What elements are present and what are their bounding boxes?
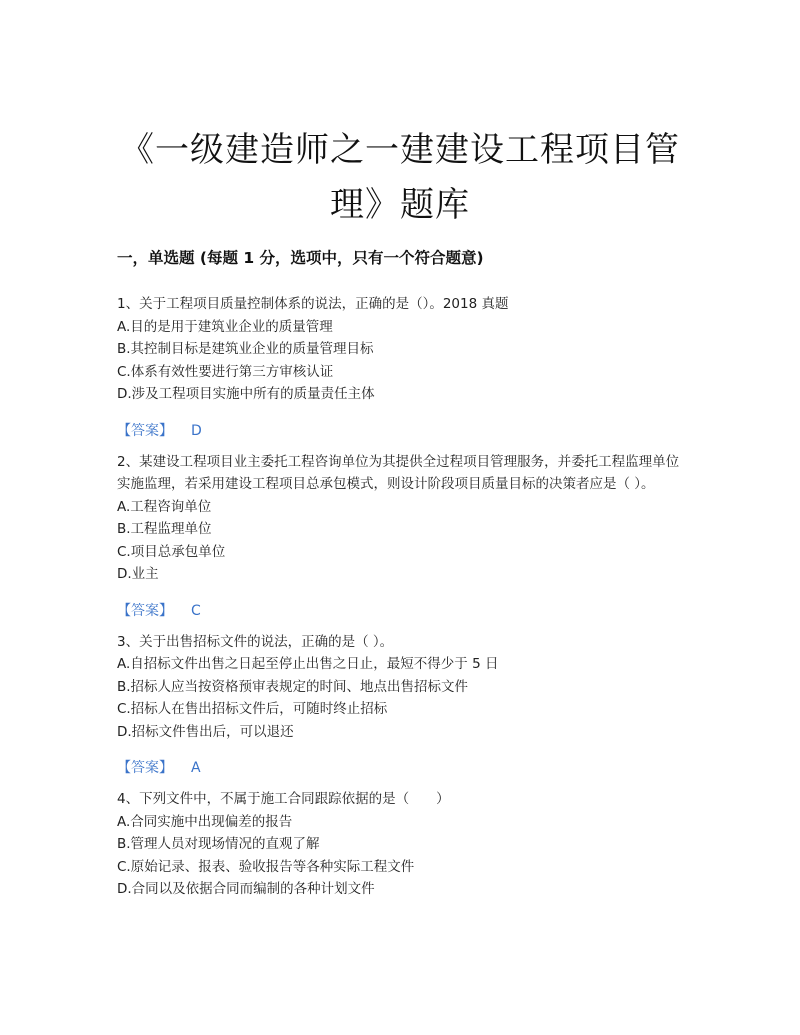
section-heading: 一，单选题 (每题 1 分，选项中，只有一个符合题意): [117, 249, 484, 267]
option-d: D.业主: [117, 566, 159, 582]
option-b: B.其控制目标是建筑业企业的质量管理目标: [117, 341, 374, 357]
option-b: B.管理人员对现场情况的直观了解: [117, 836, 320, 852]
answer-value: C: [191, 602, 201, 619]
answer-line: [117, 757, 685, 779]
option-c: C.体系有效性要进行第三方审核认证: [117, 363, 334, 380]
answer-label: 【答案】: [117, 602, 173, 619]
question-text: 3、关于出售招标文件的说法，正确的是（ ）。: [117, 633, 394, 650]
option-a: A.目的是用于建筑业企业的质量管理: [117, 318, 333, 335]
question-2: [117, 451, 685, 622]
question-4: [117, 788, 685, 901]
option-d: D.合同以及依据合同而编制的各种计划文件: [117, 881, 375, 897]
option-c: C.原始记录、报表、验收报告等各种实际工程文件: [117, 858, 415, 875]
title-line-2: 理》题库: [330, 184, 470, 225]
option-c: C.项目总承包单位: [117, 543, 226, 560]
option-b: B.工程监理单位: [117, 521, 212, 537]
option-a: A.合同实施中出现偏差的报告: [117, 813, 293, 830]
option-d: D.招标文件售出后，可以退还: [117, 723, 294, 740]
option-b: B.招标人应当按资格预审表规定的时间、地点出售招标文件: [117, 678, 469, 695]
option-a: A.工程咨询单位: [117, 498, 212, 515]
option-a: A.自招标文件出售之日起至停止出售之日止，最短不得少于 5 日: [117, 656, 499, 672]
answer-label: 【答案】: [117, 422, 173, 439]
question-text: 1、关于工程项目质量控制体系的说法，正确的是（）。2018 真题: [117, 296, 509, 312]
question-text: 2、某建设工程项目业主委托工程咨询单位为其提供全过程项目管理服务，并委托工程监理单位实施监理，若采用建设工程项目总承包模式，则设计阶段项目质量目标的决策者应是（ ）。: [117, 453, 680, 492]
question-1: [117, 293, 685, 442]
answer-label: 【答案】: [117, 760, 173, 776]
answer-value: A: [191, 760, 201, 776]
answer-line: [117, 420, 685, 442]
question-3: [117, 631, 685, 780]
title-line-1: 《一级建造师之一建建设工程项目管: [120, 129, 680, 170]
answer-value: D: [191, 422, 202, 439]
option-d: D.涉及工程项目实施中所有的质量责任主体: [117, 386, 375, 402]
option-c: C.招标人在售出招标文件后，可随时终止招标: [117, 701, 388, 717]
answer-line: [117, 600, 685, 622]
document-title: [80, 123, 720, 233]
question-list: [117, 293, 685, 910]
question-text: 4、下列文件中，不属于施工合同跟踪依据的是（ ）: [117, 791, 450, 807]
